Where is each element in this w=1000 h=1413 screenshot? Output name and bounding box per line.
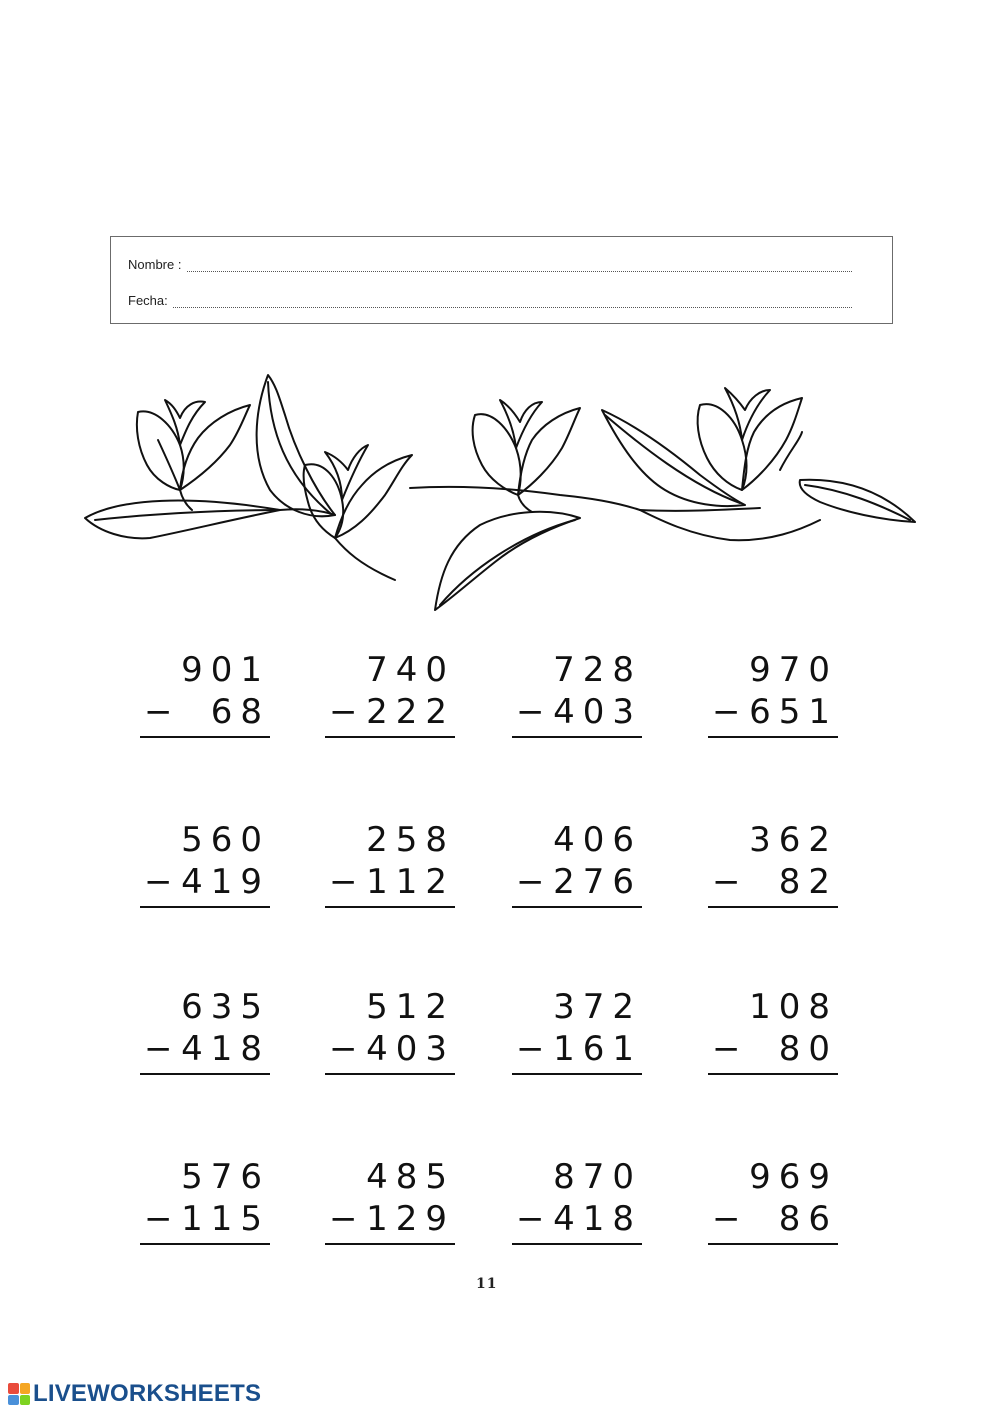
subtraction-problem — [140, 1157, 270, 1257]
subtrahend: 222 — [366, 692, 455, 732]
subtraction-problem — [708, 650, 838, 750]
minuend: 901 — [181, 650, 270, 690]
brand-name: LIVEWORKSHEETS — [33, 1380, 262, 1407]
minus-sign: − — [516, 1199, 545, 1239]
subtrahend: 129 — [366, 1199, 455, 1239]
subtraction-problem — [512, 1157, 642, 1257]
minus-sign: − — [516, 862, 545, 902]
answer-line[interactable] — [325, 1243, 455, 1245]
minuend: 258 — [366, 820, 455, 860]
subtraction-problem — [325, 820, 455, 920]
minuend: 406 — [553, 820, 642, 860]
minuend: 969 — [749, 1157, 838, 1197]
subtrahend: 419 — [181, 862, 270, 902]
name-label: Nombre : — [128, 257, 186, 272]
minus-sign: − — [144, 692, 173, 732]
minuend: 970 — [749, 650, 838, 690]
minuend: 576 — [181, 1157, 270, 1197]
subtrahend: 80 — [778, 1029, 838, 1069]
tulip-border-illustration — [80, 370, 925, 615]
subtrahend: 651 — [749, 692, 838, 732]
minus-sign: − — [144, 1199, 173, 1239]
subtraction-problem — [512, 987, 642, 1087]
page-number: 11 — [476, 1276, 498, 1292]
answer-line[interactable] — [325, 736, 455, 738]
answer-line[interactable] — [140, 736, 270, 738]
subtrahend: 86 — [778, 1199, 838, 1239]
date-dotted-line[interactable] — [173, 296, 852, 308]
minus-sign: − — [516, 1029, 545, 1069]
liveworksheets-brand[interactable] — [8, 1382, 261, 1406]
answer-line[interactable] — [140, 1073, 270, 1075]
minuend: 740 — [366, 650, 455, 690]
minus-sign: − — [712, 692, 741, 732]
subtrahend: 403 — [553, 692, 642, 732]
minuend: 512 — [366, 987, 455, 1027]
subtraction-problem — [325, 987, 455, 1087]
subtraction-problem — [325, 1157, 455, 1257]
minus-sign: − — [712, 1199, 741, 1239]
date-label: Fecha: — [128, 293, 172, 308]
minuend: 870 — [553, 1157, 642, 1197]
minus-sign: − — [329, 1029, 358, 1069]
minuend: 485 — [366, 1157, 455, 1197]
minuend: 362 — [749, 820, 838, 860]
answer-line[interactable] — [708, 736, 838, 738]
minus-sign: − — [329, 1199, 358, 1239]
subtraction-problems-grid — [0, 650, 1000, 1250]
minus-sign: − — [712, 1029, 741, 1069]
answer-line[interactable] — [512, 736, 642, 738]
subtraction-problem — [140, 987, 270, 1087]
minuend: 560 — [181, 820, 270, 860]
minus-sign: − — [144, 862, 173, 902]
subtrahend: 68 — [210, 692, 270, 732]
answer-line[interactable] — [325, 1073, 455, 1075]
subtraction-problem — [708, 1157, 838, 1257]
minus-sign: − — [712, 862, 741, 902]
subtrahend: 418 — [181, 1029, 270, 1069]
minus-sign: − — [329, 692, 358, 732]
subtraction-problem — [512, 650, 642, 750]
student-info-box — [110, 236, 893, 324]
minuend: 635 — [181, 987, 270, 1027]
liveworksheets-logo-icon — [8, 1383, 30, 1405]
answer-line[interactable] — [708, 906, 838, 908]
answer-line[interactable] — [140, 1243, 270, 1245]
name-dotted-line[interactable] — [187, 260, 852, 272]
date-field-row[interactable] — [128, 293, 852, 308]
minuend: 728 — [553, 650, 642, 690]
answer-line[interactable] — [512, 1073, 642, 1075]
minus-sign: − — [144, 1029, 173, 1069]
subtraction-problem — [140, 650, 270, 750]
answer-line[interactable] — [325, 906, 455, 908]
answer-line[interactable] — [708, 1243, 838, 1245]
subtrahend: 82 — [778, 862, 838, 902]
minuend: 108 — [749, 987, 838, 1027]
subtrahend: 112 — [366, 862, 455, 902]
answer-line[interactable] — [140, 906, 270, 908]
subtrahend: 161 — [553, 1029, 642, 1069]
subtraction-problem — [512, 820, 642, 920]
subtraction-problem — [708, 987, 838, 1087]
answer-line[interactable] — [512, 1243, 642, 1245]
minuend: 372 — [553, 987, 642, 1027]
answer-line[interactable] — [708, 1073, 838, 1075]
subtrahend: 276 — [553, 862, 642, 902]
subtrahend: 115 — [181, 1199, 270, 1239]
minus-sign: − — [329, 862, 358, 902]
name-field-row[interactable] — [128, 257, 852, 272]
minus-sign: − — [516, 692, 545, 732]
subtraction-problem — [140, 820, 270, 920]
subtraction-problem — [325, 650, 455, 750]
subtrahend: 418 — [553, 1199, 642, 1239]
answer-line[interactable] — [512, 906, 642, 908]
subtraction-problem — [708, 820, 838, 920]
subtrahend: 403 — [366, 1029, 455, 1069]
